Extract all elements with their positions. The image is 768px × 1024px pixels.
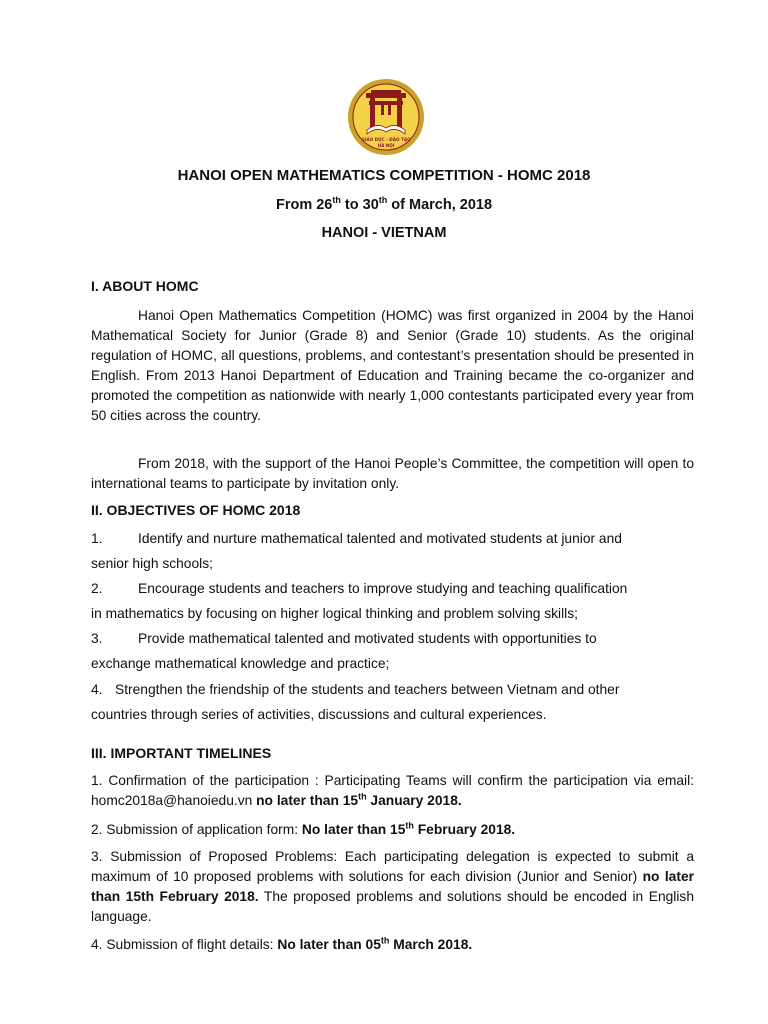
hanoi-education-logo (347, 78, 425, 156)
objective-item: 4. Strengthen the friendship of the students and teachers between Vietnam and other countries through series of activities, discussions and cultural experiences. (91, 682, 620, 722)
svg-text:GIÁO DỤC - ĐÀO TẠO: GIÁO DỤC - ĐÀO TẠO (361, 137, 411, 142)
timeline-item-flight: 4. Submission of flight details: No later than 05th March 2018. (91, 935, 473, 952)
section-heading-timelines: III. IMPORTANT TIMELINES (91, 745, 272, 761)
timeline-item-problems: 3. Submission of Proposed Problems: Each participating delegation is expected to submit a maximum of 10 proposed problems with solutions for each division (Junior and Senior) no later than 15th February 2018. The proposed problems and solutions should be encoded in English language. (91, 849, 694, 924)
page-title: HANOI OPEN MATHEMATICS COMPETITION - HOMC 2018 (177, 167, 591, 184)
section-heading-about: I. ABOUT HOMC (91, 278, 199, 294)
about-paragraph-2: From 2018, with the support of the Hanoi People’s Committee, the competition will open to international teams to participate by invitation only. (91, 456, 694, 491)
timeline-item-confirmation: 1. Confirmation of the participation : Participating Teams will confirm the participation via email: homc2018a@hanoiedu.vn no later than 15th January 2018. (91, 773, 694, 808)
objective-item: 2. Encourage students and teachers to improve studying and teaching qualification in mathematics by focusing on higher logical thinking and problem solving skills; (91, 581, 628, 621)
svg-text:HÀ NỘI: HÀ NỘI (377, 143, 395, 148)
objective-item: 1. Identify and nurture mathematical talented and motivated students at junior and senior high schools; (91, 531, 622, 571)
timeline-item-application: 2. Submission of application form: No later than 15th February 2018. (91, 820, 516, 837)
section-heading-objectives: II. OBJECTIVES OF HOMC 2018 (91, 502, 301, 518)
competition-location: HANOI - VIETNAM (321, 225, 447, 241)
objective-item: 3. Provide mathematical talented and motivated students with opportunities to exchange mathematical knowledge and practice; (91, 631, 597, 671)
competition-dates: From 26th to 30th of March, 2018 (275, 195, 493, 213)
about-paragraph-1: Hanoi Open Mathematics Competition (HOMC) was first organized in 2004 by the Hanoi Mathematical Society for Junior (Grade 8) and Senior (Grade 10) students. As the original regulation of HOMC, all questions, problems, and contestant’s presentation should be presented in English. From 2013 Hanoi Department of Education and Training became the co-organizer and promoted the competition as nationwide with nearly 1,000 contestants participated every year from 50 cities across the country. (91, 308, 694, 423)
